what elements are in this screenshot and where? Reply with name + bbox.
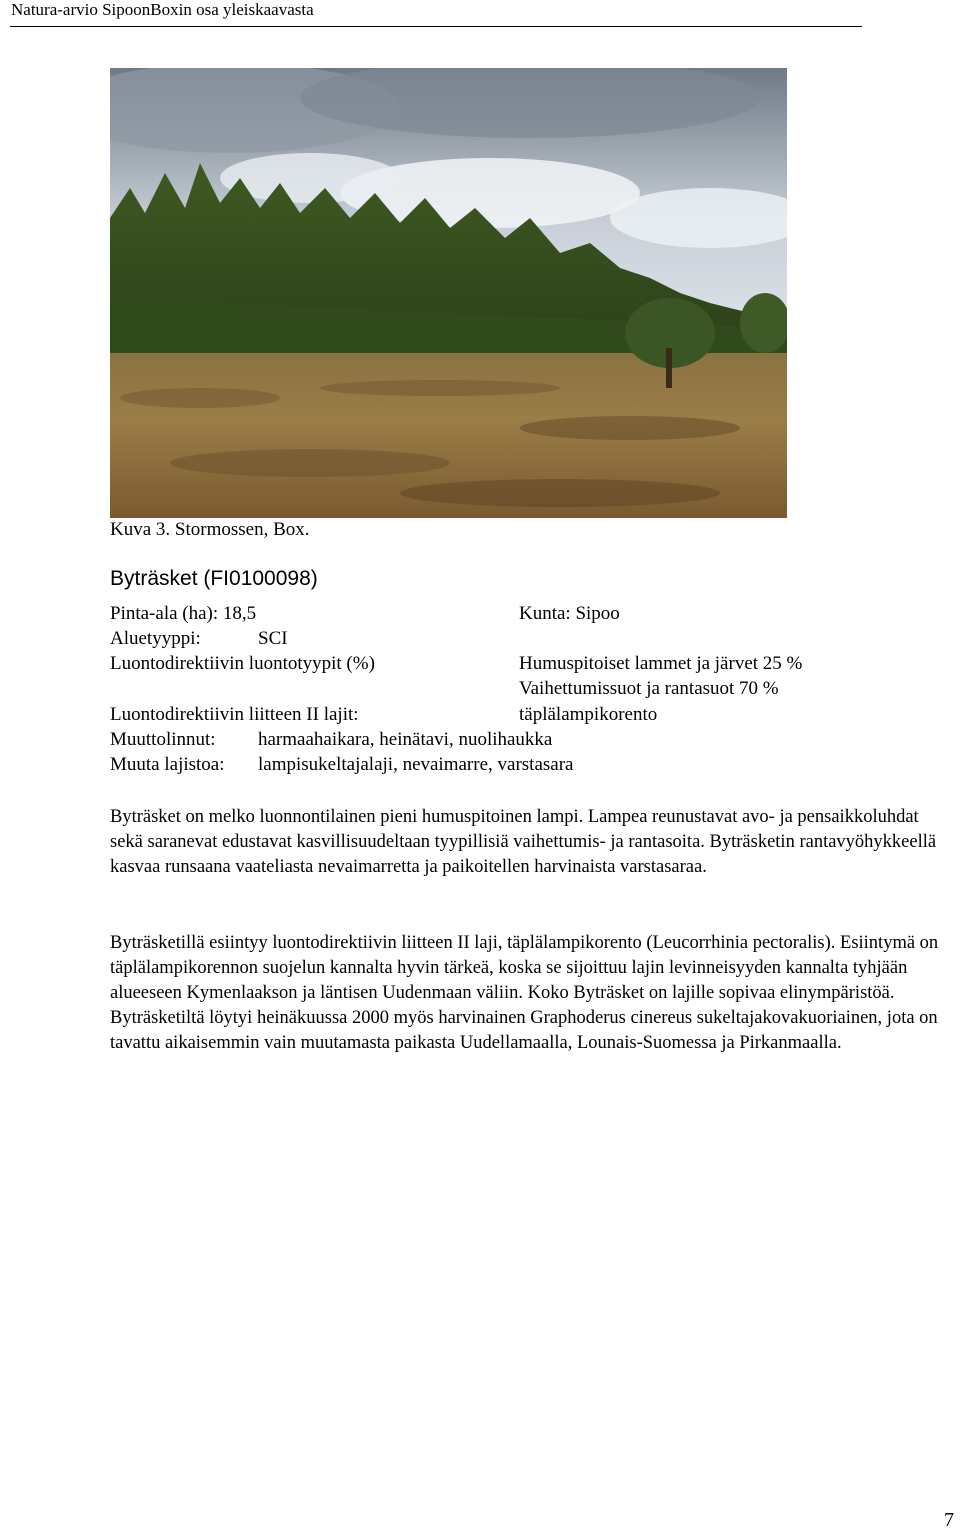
- annex-species-label: Luontodirektiivin liitteen II lajit:: [110, 704, 359, 725]
- other-species-label: Muuta lajistoa:: [110, 754, 225, 775]
- page-header: [10, 0, 862, 27]
- figure-caption: Kuva 3. Stormossen, Box.: [110, 519, 310, 540]
- habitat-type-2: Vaihettumissuot ja rantasuot 70 %: [519, 678, 779, 699]
- migratory-birds-value: harmaahaikara, heinätavi, nuolihaukka: [258, 729, 553, 750]
- area-field: Pinta-ala (ha): 18,5: [110, 603, 257, 624]
- area-type-value: SCI: [258, 628, 288, 649]
- area-type-label: Aluetyyppi:: [110, 628, 201, 649]
- bog-landscape-photo: [110, 68, 787, 518]
- site-title: Byträsket (FI0100098): [110, 567, 318, 590]
- description-paragraph-2: Byträsketillä esiintyy luontodirektiivin liitteen II laji, täplälampikorento (Leucorrhinia pectoralis). Esiintymä on täplälampikorennon suojelun kannalta hyvin tärkeä, koska se sijoittuu lajin levinneisyyden kannalta tyhjään alueeseen Kymenlaakson ja läntisen Uudenmaan väliin. Koko Byträsket on lajille sopivaa elinympäristöä. Byträsketiltä löytyi heinäkuussa 2000 myös harvinainen Graphoderus cinereus sukeltajakovakuoriainen, jota on tavattu aikaisemmin vain muutamasta paikasta Uudellamaalla, Lounais-Suomessa ja Pirkanmaalla.: [110, 933, 939, 1053]
- annex-species-value: täplälampikorento: [519, 704, 658, 725]
- migratory-birds-label: Muuttolinnut:: [110, 729, 216, 750]
- other-species-value: lampisukeltajalaji, nevaimarre, varstasara: [258, 754, 574, 775]
- description-paragraph-1: Byträsket on melko luonnontilainen pieni humuspitoinen lampi. Lampea reunustavat avo- ja pensaikkoluhdat sekä saranevat edustavat kasvillisuudeltaan tyypillisiä vaihettumis- ja rantasoita. Byträsketin rantavyöhykkeellä kasvaa runsaana vaateliasta nevaimarretta ja paikoitellen harvinaista varstasaraa.: [110, 807, 937, 877]
- running-title: Natura-arvio SipoonBoxin osa yleiskaavasta: [11, 0, 314, 19]
- habitat-type-1: Humuspitoiset lammet ja järvet 25 %: [519, 653, 803, 674]
- municipality-field: Kunta: Sipoo: [519, 603, 620, 624]
- habitat-types-label: Luontodirektiivin luontotyypit (%): [110, 653, 375, 674]
- page-number: 7: [944, 1509, 954, 1531]
